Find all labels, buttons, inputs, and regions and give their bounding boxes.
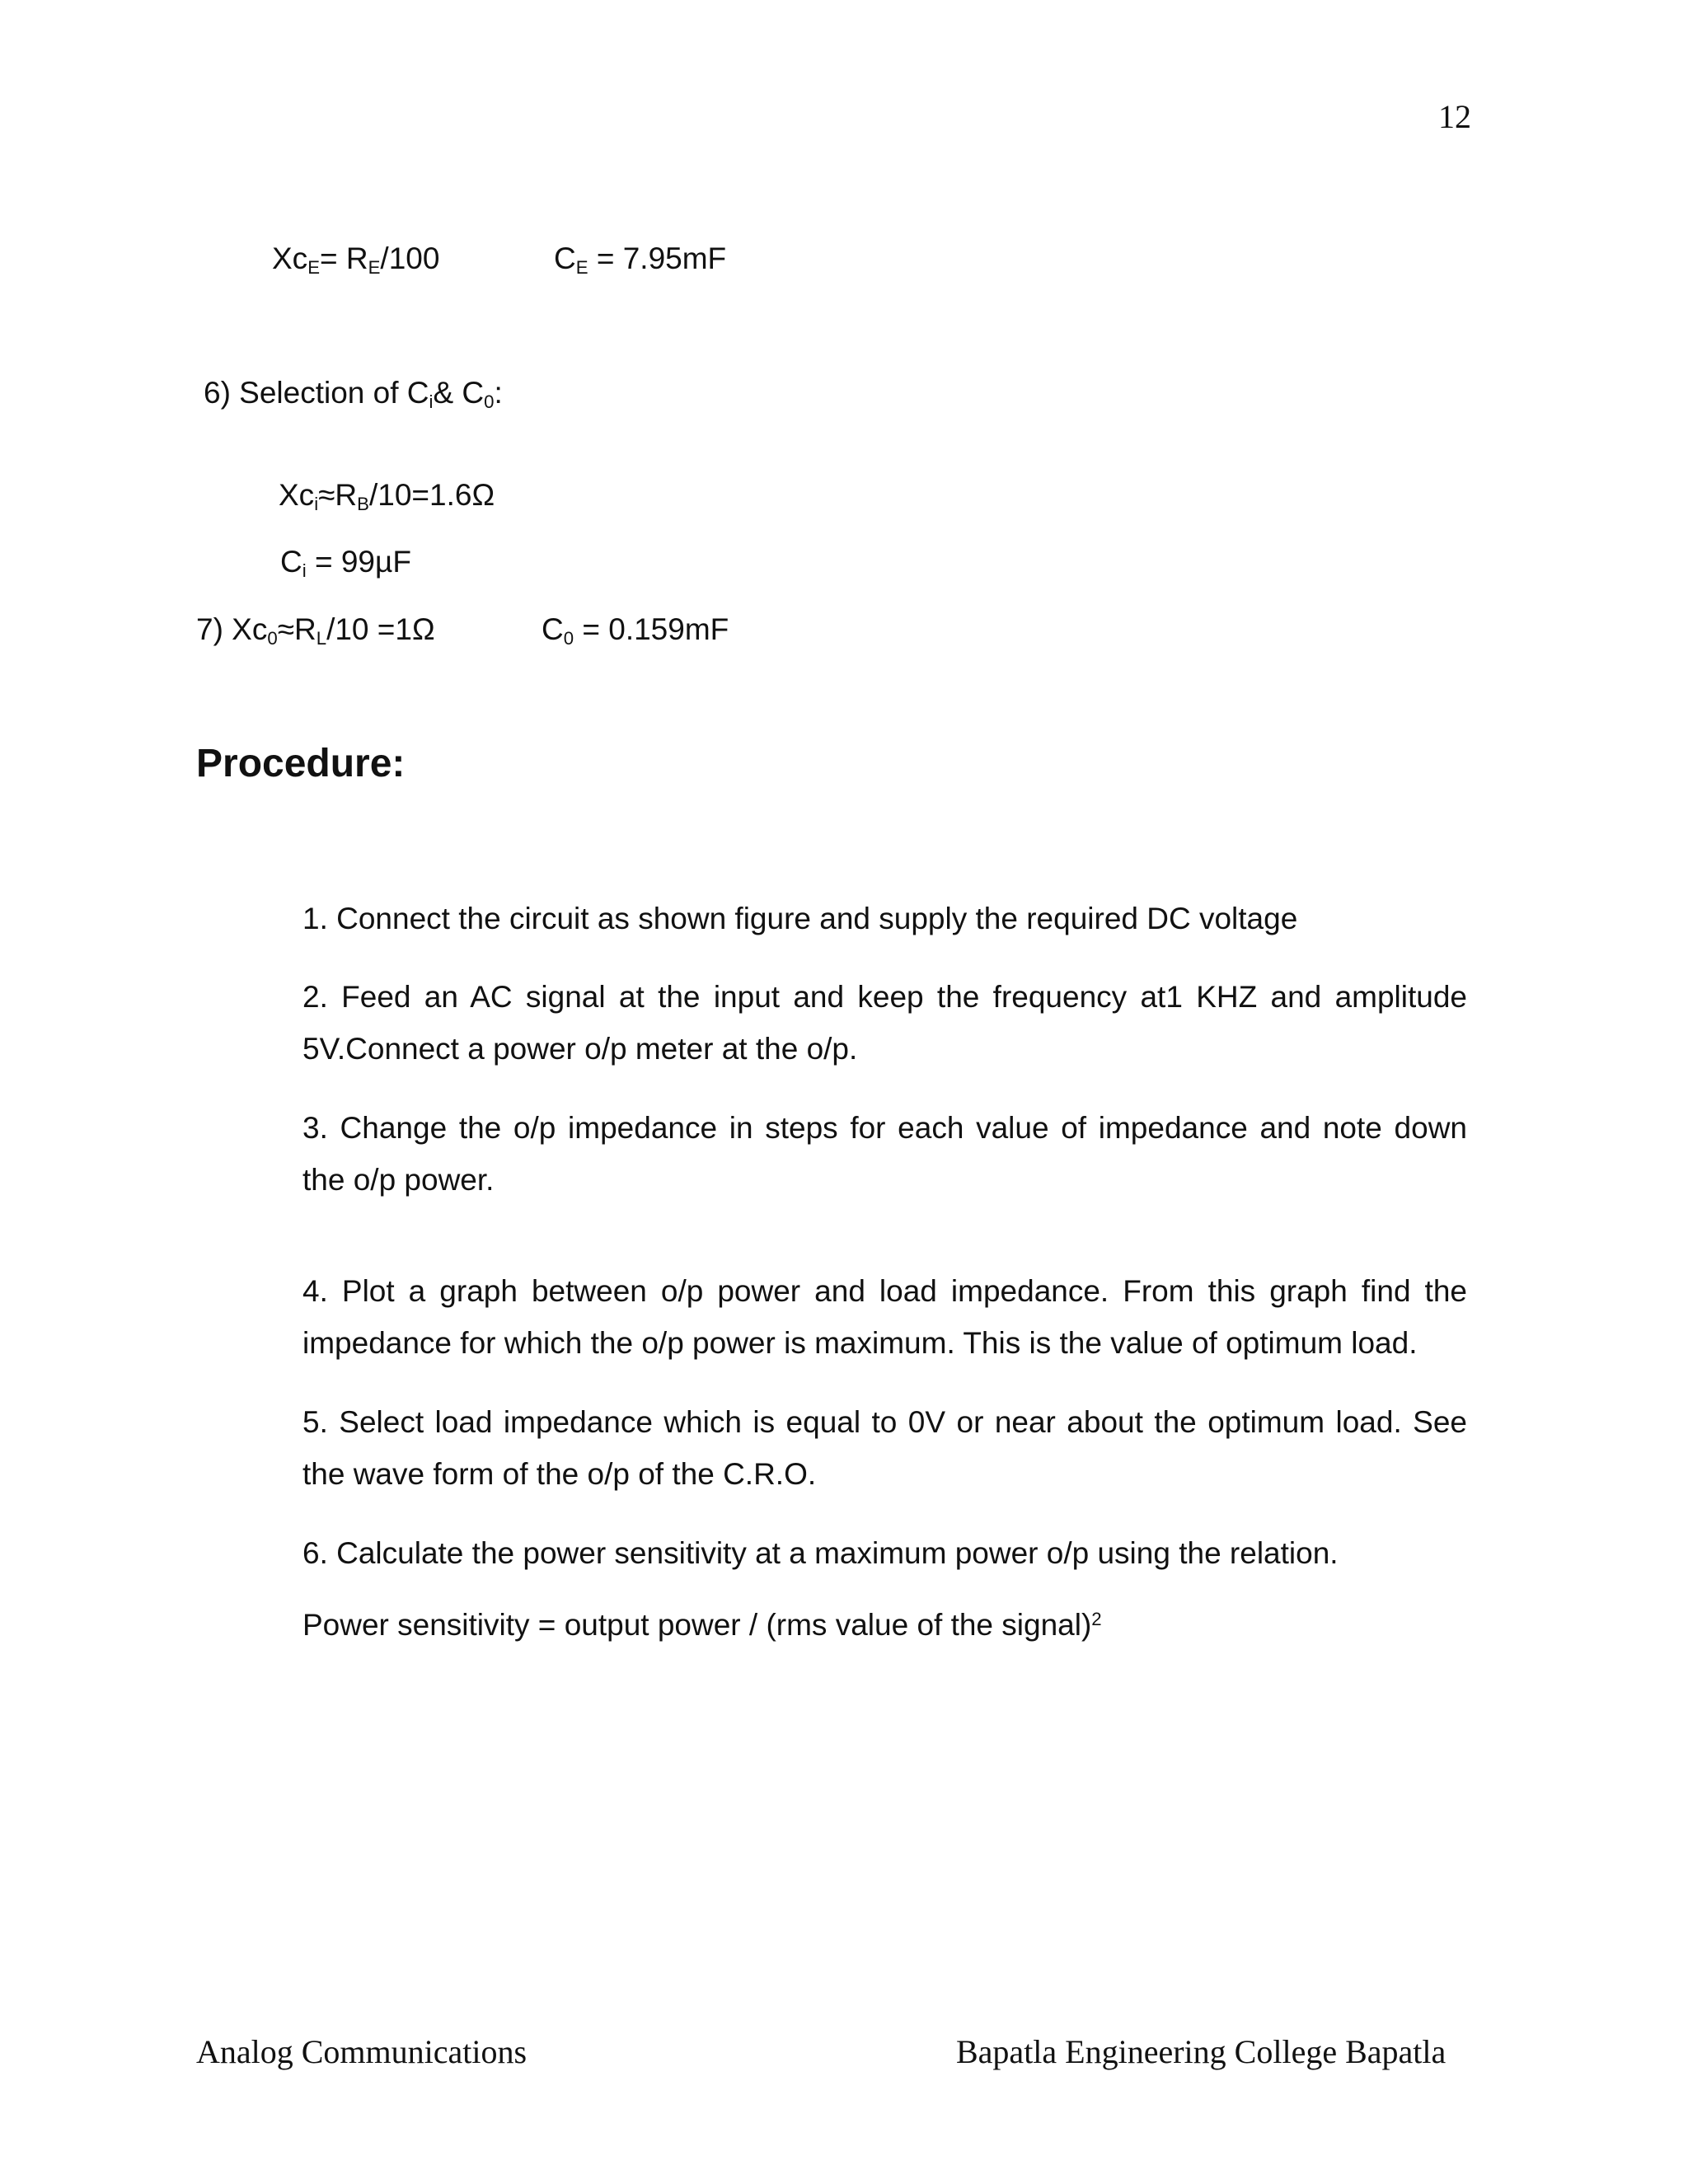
formula-c0: $C_0 = 0.159mF$: [542, 612, 729, 649]
page-number: 12: [1438, 98, 1471, 135]
formula-ci: $C_i = 99\mu F$: [280, 545, 411, 582]
procedure-heading: Procedure:: [196, 742, 406, 785]
formula-ce: $C_E = 7.95mF$: [554, 241, 727, 279]
procedure-step-1: 1. Connect the circuit as shown figure and supply the required DC voltage: [302, 902, 1298, 935]
formula-xci: $Xc_i\approx R_B/10=1.6\Omega$: [279, 478, 495, 515]
formula-xce: $Xc_E= R_E/100$: [272, 241, 440, 279]
footer-college-name: Bapatla Engineering College Bapatla: [956, 2033, 1447, 2070]
power-sensitivity-relation: Power sensitivity = output power / (rms value of the signal)$^2$: [302, 1608, 1102, 1642]
formula-xc0: 7) $Xc_0\approx R_L/10 =1\Omega$: [196, 612, 435, 649]
selection-heading: 6) Selection of $C_i\&$ $C_0$:: [204, 376, 503, 413]
procedure-step-6: 6. Calculate the power sensitivity at a maximum power o/p using the relation.: [302, 1536, 1339, 1570]
procedure-step-2: 2. Feed an AC signal at the input and keep the frequency at1 KHZ and amplitude 5V.Connect a power o/p meter at the o/p.: [302, 980, 1467, 1066]
procedure-step-4: 4. Plot a graph between o/p power and load impedance. From this graph find the impedance for which the o/p power is maximum. This is the value of optimum load.: [302, 1274, 1467, 1360]
procedure-step-5: 5. Select load impedance which is equal to 0V or near about the optimum load. See the wave form of the o/p of the C.R.O.: [302, 1405, 1467, 1491]
procedure-step-3: 3. Change the o/p impedance in steps for each value of impedance and note down the o/p power.: [302, 1111, 1467, 1197]
footer-course-title: Analog Communications: [196, 2033, 528, 2070]
